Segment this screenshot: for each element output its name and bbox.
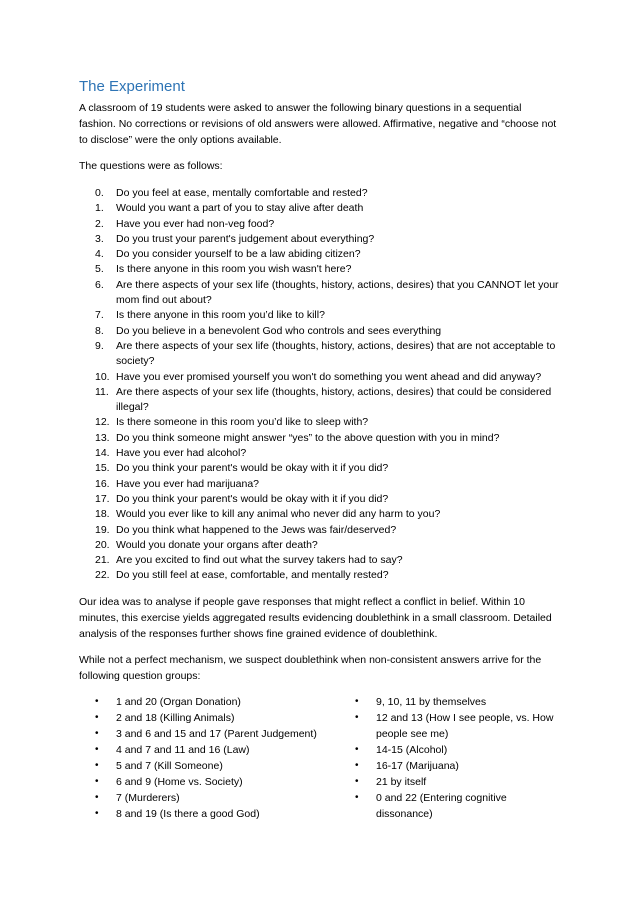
question-number: 14. — [95, 447, 110, 460]
bullet-icon: • — [355, 760, 359, 772]
question-number: 17. — [95, 492, 110, 505]
question-text: Are there aspects of your sex life (thoughts, history, actions, desires) that could be considered illegal? — [116, 385, 552, 414]
bullet-icon: • — [95, 792, 99, 804]
groups-intro: While not a perfect mechanism, we suspect doublethink when non-consistent answers arrive for the following question groups: — [79, 653, 542, 682]
question-number: 13. — [95, 431, 110, 444]
question-item — [79, 324, 559, 339]
question-number: 12. — [95, 416, 110, 429]
group-item — [79, 774, 339, 790]
question-item — [79, 201, 559, 216]
question-item — [79, 186, 559, 201]
group-text: 3 and 6 and 15 and 17 (Parent Judgement) — [116, 727, 317, 740]
question-text: Have you ever promised yourself you won't do something you went ahead and did anyway? — [116, 370, 542, 383]
group-text: 12 and 13 (How I see people, vs. How people see me) — [376, 711, 554, 740]
question-item — [79, 232, 559, 247]
group-item — [79, 790, 339, 806]
question-number: 22. — [95, 569, 110, 582]
bullet-icon: • — [355, 792, 359, 804]
group-text: 5 and 7 (Kill Someone) — [116, 760, 223, 773]
question-text: Would you want a part of you to stay alive after death — [116, 202, 364, 215]
question-number: 8. — [95, 324, 104, 337]
bullet-icon: • — [355, 776, 359, 788]
group-item — [339, 710, 559, 742]
question-number: 21. — [95, 554, 110, 567]
group-text: 16-17 (Marijuana) — [376, 760, 459, 773]
group-text: 4 and 7 and 11 and 16 (Law) — [116, 744, 250, 756]
bullet-icon: • — [95, 727, 99, 739]
question-text: Do you trust your parent's judgement about everything? — [116, 232, 375, 245]
question-item — [79, 538, 559, 553]
question-text: Would you ever like to kill any animal who never did any harm to you? — [116, 508, 441, 521]
question-number: 20. — [95, 538, 110, 551]
question-number: 5. — [95, 263, 104, 276]
question-text: Do you believe in a benevolent God who controls and sees everything — [116, 324, 442, 337]
question-number: 7. — [95, 309, 104, 322]
question-item — [79, 446, 559, 461]
question-item — [79, 385, 559, 416]
group-text: 2 and 18 (Killing Animals) — [116, 711, 235, 724]
question-item — [79, 370, 559, 385]
question-text: Do you feel at ease, mentally comfortable and rested? — [116, 187, 368, 199]
question-item — [79, 461, 559, 476]
group-text: 0 and 22 (Entering cognitive dissonance) — [376, 792, 507, 821]
question-text: Do you think your parent's would be okay with it if you did? — [116, 462, 389, 475]
group-item — [79, 726, 339, 742]
question-item — [79, 523, 559, 538]
question-number: 0. — [95, 187, 104, 199]
question-item — [79, 415, 559, 430]
group-item — [79, 694, 339, 710]
intro-paragraph: A classroom of 19 students were asked to answer the following binary questions in a sequential fashion. No corrections or revisions of old answers were allowed. Affirmative, negative and “choose not to disclose” were the only options available. — [79, 102, 557, 146]
bullet-icon: • — [95, 776, 99, 788]
questions-list — [79, 186, 559, 584]
question-number: 9. — [95, 339, 104, 352]
question-text: Do you think your parent's would be okay with it if you did? — [116, 492, 389, 505]
group-item — [339, 758, 559, 774]
question-item — [79, 492, 559, 507]
question-number: 15. — [95, 462, 110, 475]
question-number: 4. — [95, 248, 104, 261]
group-text: 8 and 19 (Is there a good God) — [116, 808, 260, 821]
question-number: 2. — [95, 217, 104, 230]
question-number: 18. — [95, 508, 110, 521]
group-item — [339, 790, 559, 822]
question-text: Is there anyone in this room you wish wasn't here? — [116, 263, 352, 276]
group-text: 7 (Murderers) — [116, 792, 180, 805]
group-item — [339, 774, 559, 790]
bullet-icon: • — [355, 744, 359, 755]
question-item — [79, 308, 559, 323]
question-text: Have you ever had non-veg food? — [116, 217, 275, 230]
group-item — [79, 710, 339, 726]
group-item — [79, 806, 339, 822]
question-text: Do you think someone might answer “yes” to the above question with you in mind? — [116, 431, 500, 444]
question-text: Is there someone in this room you’d like to sleep with? — [116, 416, 369, 429]
question-number: 6. — [95, 278, 104, 291]
question-text: Do you think what happened to the Jews was fair/deserved? — [116, 523, 397, 536]
question-item — [79, 278, 559, 309]
group-text: 1 and 20 (Organ Donation) — [116, 695, 241, 708]
question-item — [79, 247, 559, 262]
bullet-icon: • — [95, 808, 99, 820]
question-number: 19. — [95, 523, 110, 536]
group-text: 6 and 9 (Home vs. Society) — [116, 776, 243, 789]
question-item — [79, 431, 559, 446]
group-text: 21 by itself — [376, 776, 427, 789]
section-heading: The Experiment — [79, 78, 185, 95]
question-groups — [79, 694, 559, 823]
question-item — [79, 553, 559, 568]
bullet-icon: • — [355, 711, 359, 723]
group-item — [79, 742, 339, 758]
analysis-paragraph: Our idea was to analyse if people gave responses that might reflect a conflict in belief. Within 10 minutes, this exercise yields aggregated results evidencing doublethink in a small classroom. Detailed analysis of the responses further shows fine grained evidence of doublethink. — [79, 595, 552, 640]
question-number: 11. — [95, 385, 109, 398]
question-text: Would you donate your organs after death? — [116, 538, 318, 551]
question-text: Do you consider yourself to be a law abiding citizen? — [116, 248, 361, 261]
bullet-icon: • — [95, 695, 99, 707]
question-text: Are there aspects of your sex life (thoughts, history, actions, desires) that you CANNOT let your mom find out about? — [116, 278, 559, 307]
question-text: Are there aspects of your sex life (thoughts, history, actions, desires) that are not acceptable to society? — [116, 339, 556, 368]
question-number: 16. — [95, 477, 110, 490]
bullet-icon: • — [355, 695, 359, 707]
question-item — [79, 568, 559, 583]
question-text: Is there anyone in this room you’d like to kill? — [116, 309, 325, 322]
question-text: Have you ever had alcohol? — [116, 447, 247, 460]
group-item — [339, 694, 559, 710]
groups-left-list — [79, 694, 339, 823]
question-text: Do you still feel at ease, comfortable, and mentally rested? — [116, 569, 389, 582]
question-text: Are you excited to find out what the survey takers had to say? — [116, 554, 403, 567]
bullet-icon: • — [95, 760, 99, 772]
groups-right-list — [339, 694, 559, 823]
question-item — [79, 217, 559, 232]
question-number: 1. — [95, 202, 104, 215]
question-item — [79, 262, 559, 277]
questions-intro: The questions were as follows: — [79, 160, 223, 172]
bullet-icon: • — [95, 744, 99, 755]
question-number: 10. — [95, 370, 110, 383]
group-text: 14-15 (Alcohol) — [376, 744, 448, 756]
question-number: 3. — [95, 232, 104, 245]
bullet-icon: • — [95, 711, 99, 723]
group-text: 9, 10, 11 by themselves — [376, 695, 487, 708]
question-text: Have you ever had marijuana? — [116, 477, 260, 490]
document-body — [79, 78, 559, 822]
question-item — [79, 507, 559, 522]
group-item — [339, 742, 559, 758]
group-item — [79, 758, 339, 774]
question-item — [79, 339, 559, 370]
question-item — [79, 477, 559, 492]
